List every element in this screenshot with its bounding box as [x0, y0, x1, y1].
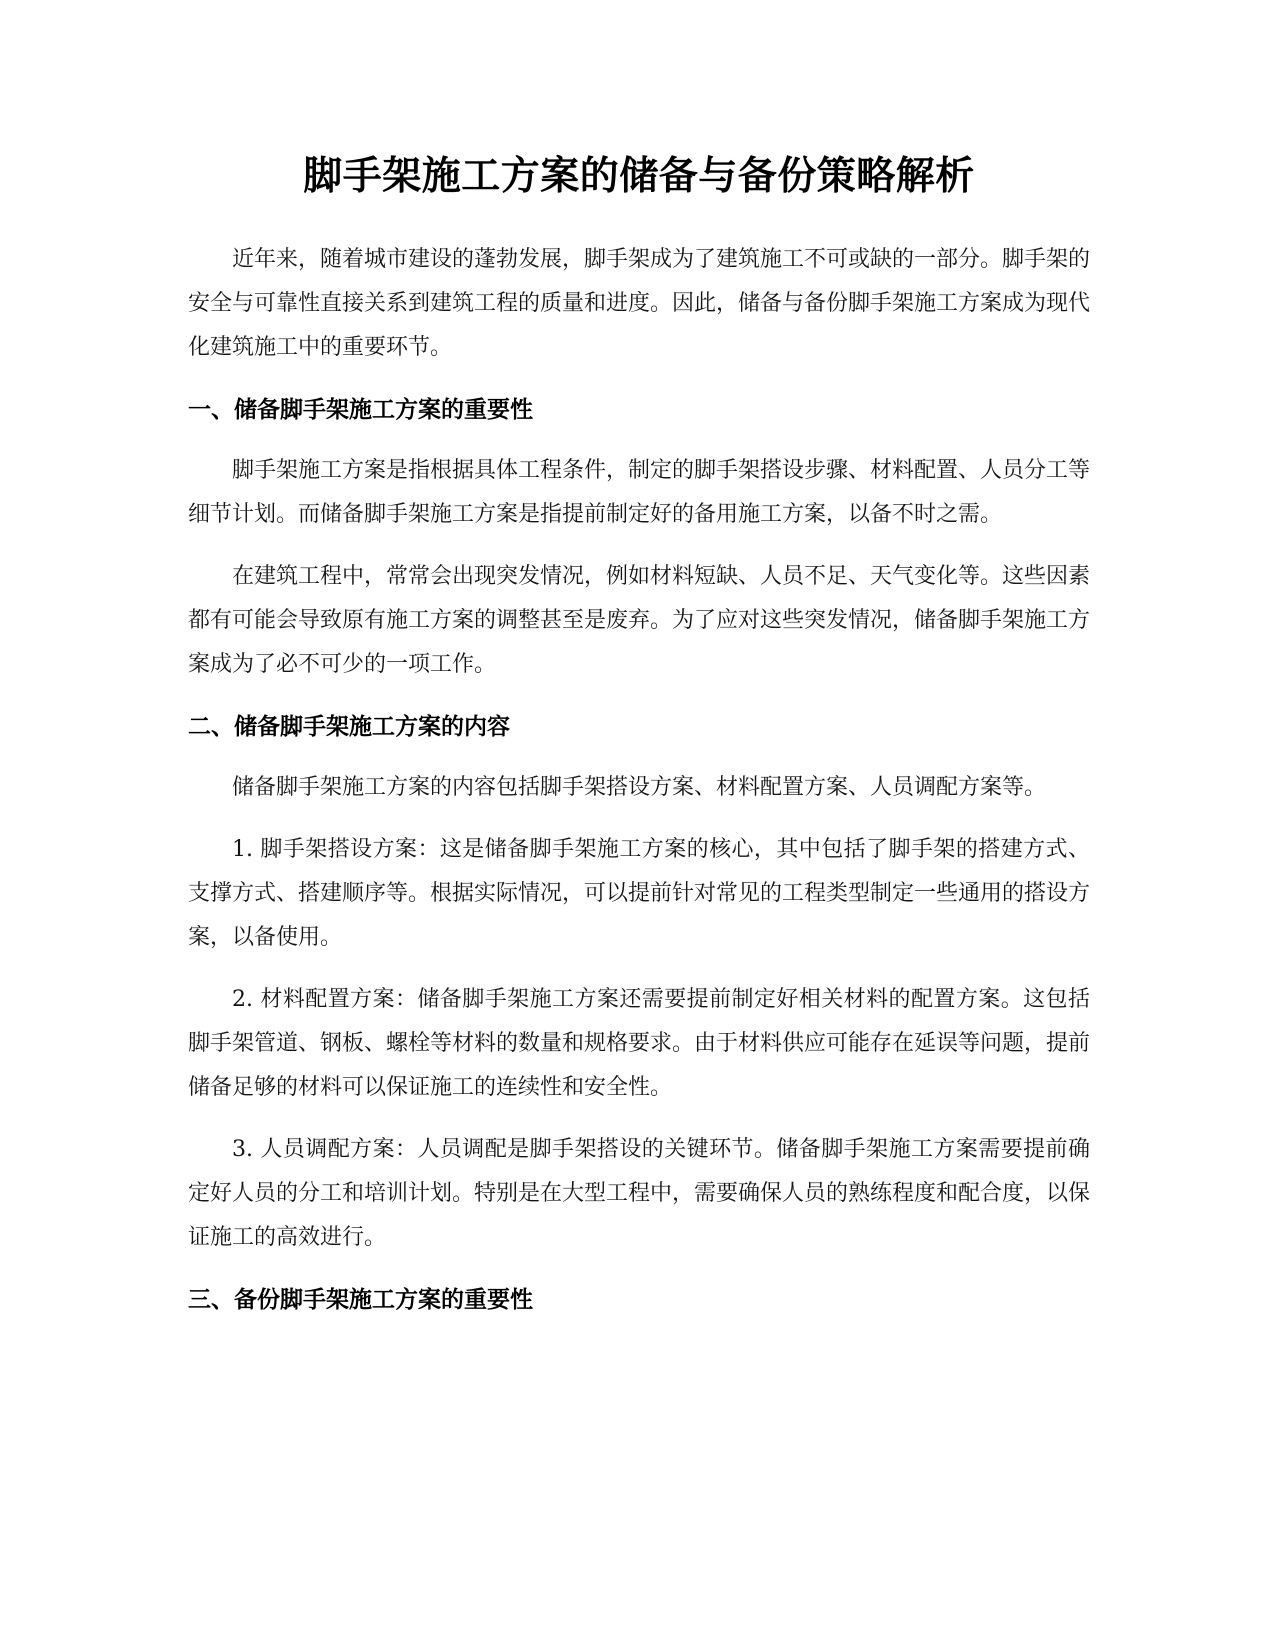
- body-paragraph-1: 近年来，随着城市建设的蓬勃发展，脚手架成为了建筑施工不可或缺的一部分。脚手架的安全与可靠性直接关系到建筑工程的质量和进度。因此，储备与备份脚手架施工方案成为现代化建筑施工中的重要环节。: [188, 247, 1091, 360]
- body-paragraph-6: 2. 材料配置方案：储备脚手架施工方案还需要提前制定好相关材料的配置方案。这包括脚手架管道、钢板、螺栓等材料的数量和规格要求。由于材料供应可能存在延误等问题，提前储备足够的材料可以保证施工的连续性和安全性。: [188, 987, 1091, 1100]
- document-content: [188, 148, 1090, 1339]
- document-body: [188, 238, 1090, 1322]
- body-paragraph-2: 脚手架施工方案是指根据具体工程条件，制定的脚手架搭设步骤、材料配置、人员分工等细节计划。而储备脚手架施工方案是指提前制定好的备用施工方案，以备不时之需。: [188, 458, 1091, 527]
- section-heading-3: 三、备份脚手架施工方案的重要性: [188, 1287, 533, 1313]
- body-paragraph-4: 储备脚手架施工方案的内容包括脚手架搭设方案、材料配置方案、人员调配方案等。: [232, 775, 1047, 800]
- section-heading-1: 一、储备脚手架施工方案的重要性: [188, 397, 533, 423]
- body-paragraph-7: 3. 人员调配方案：人员调配是脚手架搭设的关键环节。储备脚手架施工方案需要提前确定好人员的分工和培训计划。特别是在大型工程中，需要确保人员的熟练程度和配合度，以保证施工的高效进行。: [188, 1137, 1091, 1250]
- body-paragraph-3: 在建筑工程中，常常会出现突发情况，例如材料短缺、人员不足、天气变化等。这些因素都有可能会导致原有施工方案的调整甚至是废弃。为了应对这些突发情况，储备脚手架施工方案成为了必不可少的一项工作。: [188, 564, 1091, 677]
- body-paragraph-5: 1. 脚手架搭设方案：这是储备脚手架施工方案的核心，其中包括了脚手架的搭建方式、支撑方式、搭建顺序等。根据实际情况，可以提前针对常见的工程类型制定一些通用的搭设方案，以备使用。: [188, 837, 1091, 950]
- section-heading-2: 二、储备脚手架施工方案的内容: [188, 714, 510, 740]
- document-title: 脚手架施工方案的储备与备份策略解析: [303, 154, 975, 199]
